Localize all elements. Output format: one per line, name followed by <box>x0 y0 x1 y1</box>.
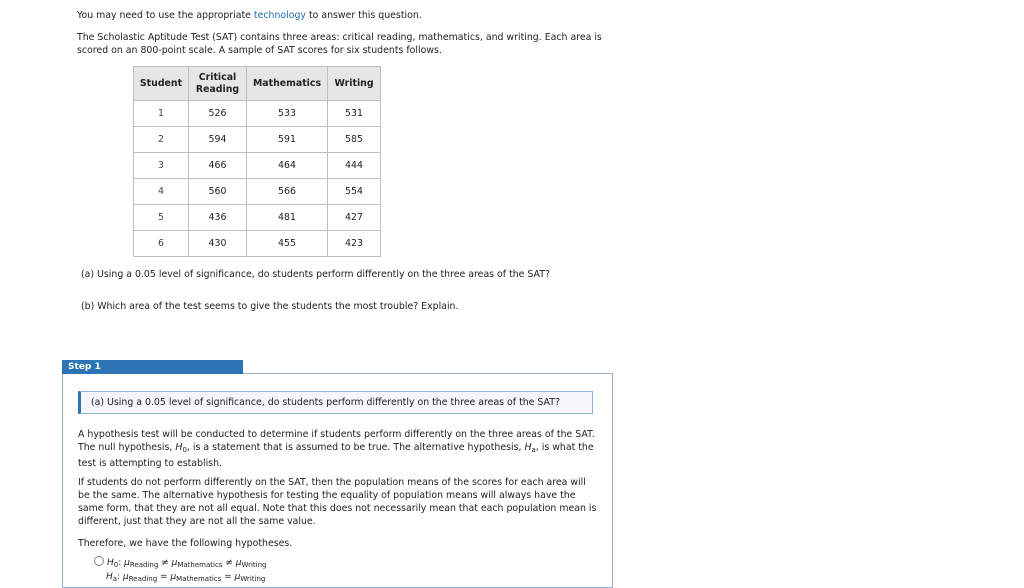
header-mathematics: Mathematics <box>247 67 328 101</box>
cell-mathematics: 566 <box>247 179 328 205</box>
cell-student: 2 <box>134 127 189 153</box>
para1-text-2: , is a statement that is assumed to be true. The alternative hypothesis, <box>186 442 525 453</box>
header-critical: Critical <box>198 72 237 83</box>
mu-sub-writing: Writing <box>240 575 266 583</box>
hypothesis-explanation <box>78 428 598 470</box>
cell-student: 1 <box>134 101 189 127</box>
mu-sub-writing: Writing <box>241 561 267 569</box>
table-row <box>134 231 381 257</box>
header-writing: Writing <box>328 67 381 101</box>
ha-subscript: a <box>531 446 536 454</box>
mu-sub-reading: Reading <box>128 575 158 583</box>
intro-line <box>77 10 422 21</box>
para1-text-3: , is what the test is attempting to establish. <box>78 442 594 469</box>
cell-writing: 427 <box>328 205 381 231</box>
cell-mathematics: 591 <box>247 127 328 153</box>
table-body <box>134 101 381 257</box>
cell-critical-reading: 430 <box>189 231 247 257</box>
h-subscript: 0 <box>113 561 119 569</box>
part-a-prompt: (a) Using a 0.05 level of significance, do students perform differently on the three areas of the SAT? <box>78 391 593 414</box>
h0-subscript: 0 <box>182 446 187 454</box>
cell-writing: 554 <box>328 179 381 205</box>
table-header-row <box>134 67 381 101</box>
table-row <box>134 153 381 179</box>
intro-text: You may need to use the appropriate <box>77 10 254 21</box>
mu-symbol: μ <box>170 572 177 582</box>
cell-critical-reading: 594 <box>189 127 247 153</box>
hypothesis-option-1-alt: $H_a$: $\mu_{Reading} = \mu_{Mathematics} = \mu_{Writing}$ <box>106 572 266 583</box>
mu-symbol: μ <box>124 558 130 568</box>
table-row <box>134 127 381 153</box>
table-row <box>134 101 381 127</box>
para1-text-1: A hypothesis test will be conducted to determine if students perform differently on the three areas of the SAT. The null hypothesis, <box>78 429 595 453</box>
cell-student: 3 <box>134 153 189 179</box>
problem-statement: The Scholastic Aptitude Test (SAT) contains three areas: critical reading, mathematics, and writing. Each area is scored on an 800-point scale. A sample of SAT scores for six students follows. <box>77 32 602 56</box>
cell-student: 4 <box>134 179 189 205</box>
cell-critical-reading: 436 <box>189 205 247 231</box>
cell-critical-reading: 526 <box>189 101 247 127</box>
mu-symbol: μ <box>235 558 242 568</box>
cell-mathematics: 533 <box>247 101 328 127</box>
radio-button[interactable] <box>94 556 104 566</box>
mu-symbol: μ <box>122 572 129 582</box>
ha-symbol: H <box>524 442 532 453</box>
header-student: Student <box>134 67 189 101</box>
h0-symbol: H <box>175 442 183 453</box>
h-symbol: H <box>106 572 113 582</box>
table-row <box>134 205 381 231</box>
question-a: (a) Using a 0.05 level of significance, do students perform differently on the three areas of the SAT? <box>81 269 550 280</box>
mu-sub-mathematics: Mathematics <box>177 561 223 569</box>
cell-writing: 444 <box>328 153 381 179</box>
operator-1: = <box>160 572 168 582</box>
operator-2: ≠ <box>225 558 233 568</box>
table-row <box>134 179 381 205</box>
cell-writing: 423 <box>328 231 381 257</box>
cell-student: 5 <box>134 205 189 231</box>
operator-2: = <box>224 572 232 582</box>
mu-symbol: μ <box>234 572 241 582</box>
means-explanation: If students do not perform differently on the SAT, then the population means of the scores for each area will be the same. The alternative hypothesis for testing the equality of population means will always have the same form, that they are not all equal. Note that this does not necessarily mean that each population mean is different, just that they are not all the same value. <box>78 477 597 527</box>
cell-writing: 531 <box>328 101 381 127</box>
mu-symbol: μ <box>171 558 178 568</box>
cell-mathematics: 455 <box>247 231 328 257</box>
mu-sub-mathematics: Mathematics <box>176 575 222 583</box>
hypothesis-option-1[interactable]: $H_0$: $\mu_{Reading} \ne \mu_{Mathematics} \ne \mu_{Writing}$ <box>94 556 267 569</box>
step-1-tab[interactable]: Step 1 <box>62 360 243 374</box>
operator-1: ≠ <box>161 558 169 568</box>
mu-sub-reading: Reading <box>129 561 159 569</box>
h-subscript: a <box>112 575 118 583</box>
cell-critical-reading: 560 <box>189 179 247 205</box>
cell-mathematics: 481 <box>247 205 328 231</box>
cell-student: 6 <box>134 231 189 257</box>
cell-mathematics: 464 <box>247 153 328 179</box>
cell-critical-reading: 466 <box>189 153 247 179</box>
header-reading: Reading <box>195 83 240 95</box>
h-symbol: H <box>107 558 114 568</box>
sat-scores-table <box>133 66 381 257</box>
technology-link[interactable]: technology <box>253 10 306 21</box>
question-b: (b) Which area of the test seems to give the students the most trouble? Explain. <box>81 301 459 312</box>
hypotheses-intro: Therefore, we have the following hypotheses. <box>78 538 293 549</box>
cell-writing: 585 <box>328 127 381 153</box>
intro-text-end: to answer this question. <box>305 10 422 21</box>
header-critical-reading <box>189 67 247 101</box>
